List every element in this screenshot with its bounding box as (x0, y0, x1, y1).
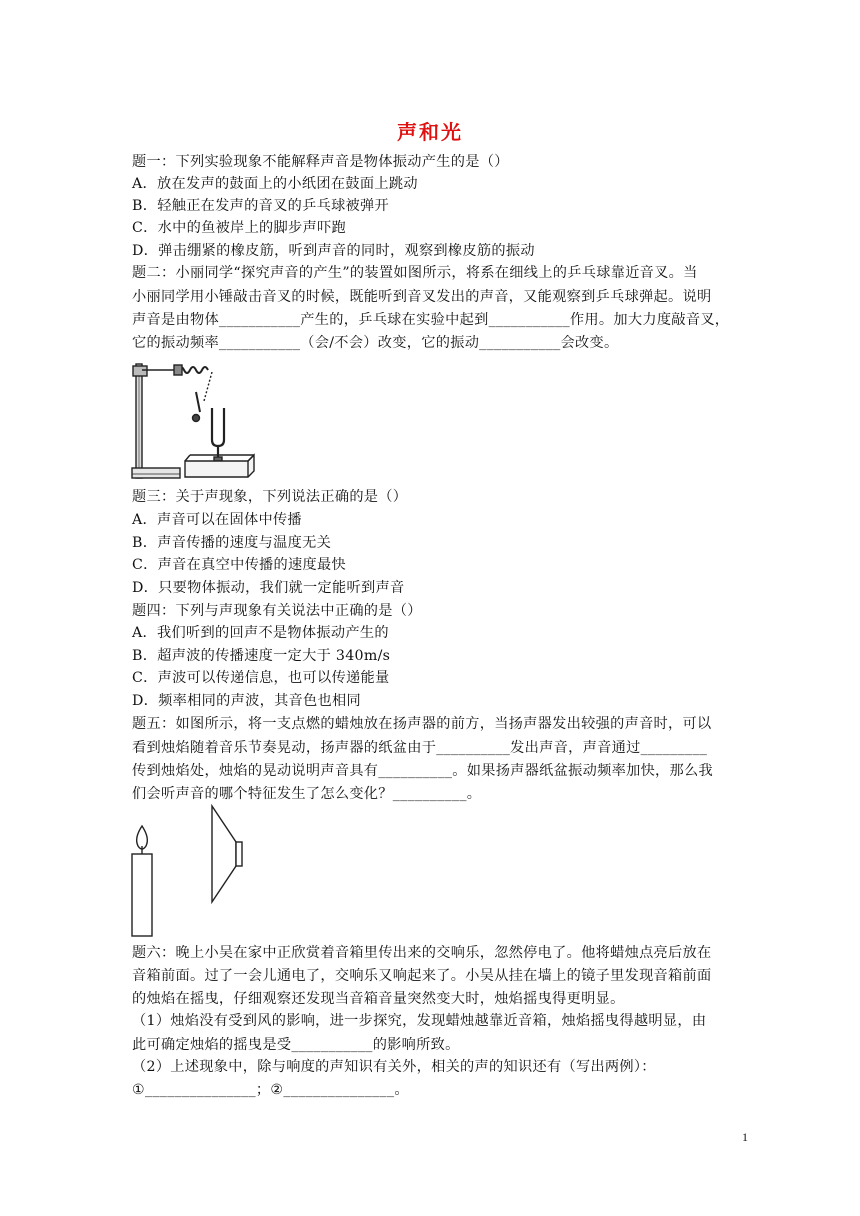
candle-body (132, 854, 152, 936)
q1-option-d: D．弹击绷紧的橡皮筋，听到声音的同时，观察到橡皮筋的振动 (132, 243, 535, 259)
q5-line-1: 题五：如图所示，将一支点燃的蜡烛放在扬声器的前方，当扬声器发出较强的声音时，可以 (132, 716, 712, 732)
q6-line-3: 的烛焰在摇曳，仔细观察还发现当音箱音量突然变大时，烛焰摇曳得更明显。 (132, 991, 625, 1007)
q2-line-2: 小丽同学用小锤敲击音叉的时候，既能听到音叉发出的声音，又能观察到乒乓球弹起。说明 (132, 289, 712, 305)
candle-flame (137, 826, 148, 849)
q3-option-a: A．声音可以在固体中传播 (132, 512, 302, 528)
q6-subquestion-2: （2）上述现象中，除与响度的声知识有关外，相关的声的知识还有（写出两例）： (132, 1059, 656, 1075)
q6-subquestion-1-line-2: 此可确定烛焰的摇曳是受___________的影响所致。 (132, 1037, 460, 1053)
candle-speaker-figure (128, 804, 248, 940)
q1-option-c: C．水中的鱼被岸上的脚步声吓跑 (132, 220, 346, 236)
q1-stem: 题一：下列实验现象不能解释声音是物体振动产生的是（） (132, 154, 509, 170)
q4-option-d: D．频率相同的声波，其音色也相同 (132, 693, 361, 709)
q1-option-a: A．放在发声的鼓面上的小纸团在鼓面上跳动 (132, 176, 418, 192)
speaker-cone (212, 806, 236, 902)
q3-option-d: D．只要物体振动，我们就一定能听到声音 (132, 580, 405, 596)
q2-line-4: 它的振动频率___________（会/不会）改变，它的振动___________会改变。 (132, 335, 619, 351)
q4-stem: 题四：下列与声现象有关说法中正确的是（） (132, 603, 422, 619)
q6-subquestion-1-line-1: （1）烛焰没有受到风的影响，进一步探究，发现蜡烛越靠近音箱，烛焰摇曳得越明显，由 (132, 1013, 707, 1029)
q1-option-b: B．轻触正在发声的音叉的乒乓球被弹开 (132, 198, 390, 214)
q4-option-b: B．超声波的传播速度一定大于 340m/s (132, 648, 391, 664)
speaker-magnet (236, 842, 242, 866)
tuning-fork-apparatus-figure (130, 356, 260, 488)
page-title: 声和光 (397, 120, 463, 144)
q6-line-2: 音箱前面。过了一会儿通电了，交响乐又响起来了。小吴从挂在墙上的镜子里发现音箱前面 (132, 968, 712, 984)
q5-line-4: 们会听声音的哪个特征发生了怎么变化？__________。 (132, 786, 482, 802)
q5-line-2: 看到烛焰随着音乐节奏晃动，扬声器的纸盆由于__________发出声音，声音通过_________ (132, 740, 708, 756)
q3-stem: 题三：关于声现象，下列说法正确的是（） (132, 489, 408, 505)
q4-option-a: A．我们听到的回声不是物体振动产生的 (132, 625, 389, 641)
q2-line-1: 题二：小丽同学“探究声音的产生”的装置如图所示，将系在细线上的乒乓球靠近音叉。当 (132, 265, 698, 281)
q3-option-b: B．声音传播的速度与温度无关 (132, 535, 332, 551)
q2-line-3: 声音是由物体___________产生的，乒乓球在实验中起到___________作用。加大力度敲音叉， (132, 312, 730, 328)
q6-answer-blanks: ①_______________；②_______________。 (132, 1082, 409, 1098)
q6-line-1: 题六：晚上小吴在家中正欣赏着音箱里传出来的交响乐，忽然停电了。他将蜡烛点亮后放在 (132, 945, 712, 961)
q4-option-c: C．声波可以传递信息，也可以传递能量 (132, 670, 390, 686)
page-number: 1 (742, 1130, 748, 1144)
q5-line-3: 传到烛焰处，烛焰的晃动说明声音具有__________。如果扬声器纸盆振动频率加快，那么我 (132, 763, 714, 779)
q3-option-c: C．声音在真空中传播的速度最快 (132, 557, 346, 573)
